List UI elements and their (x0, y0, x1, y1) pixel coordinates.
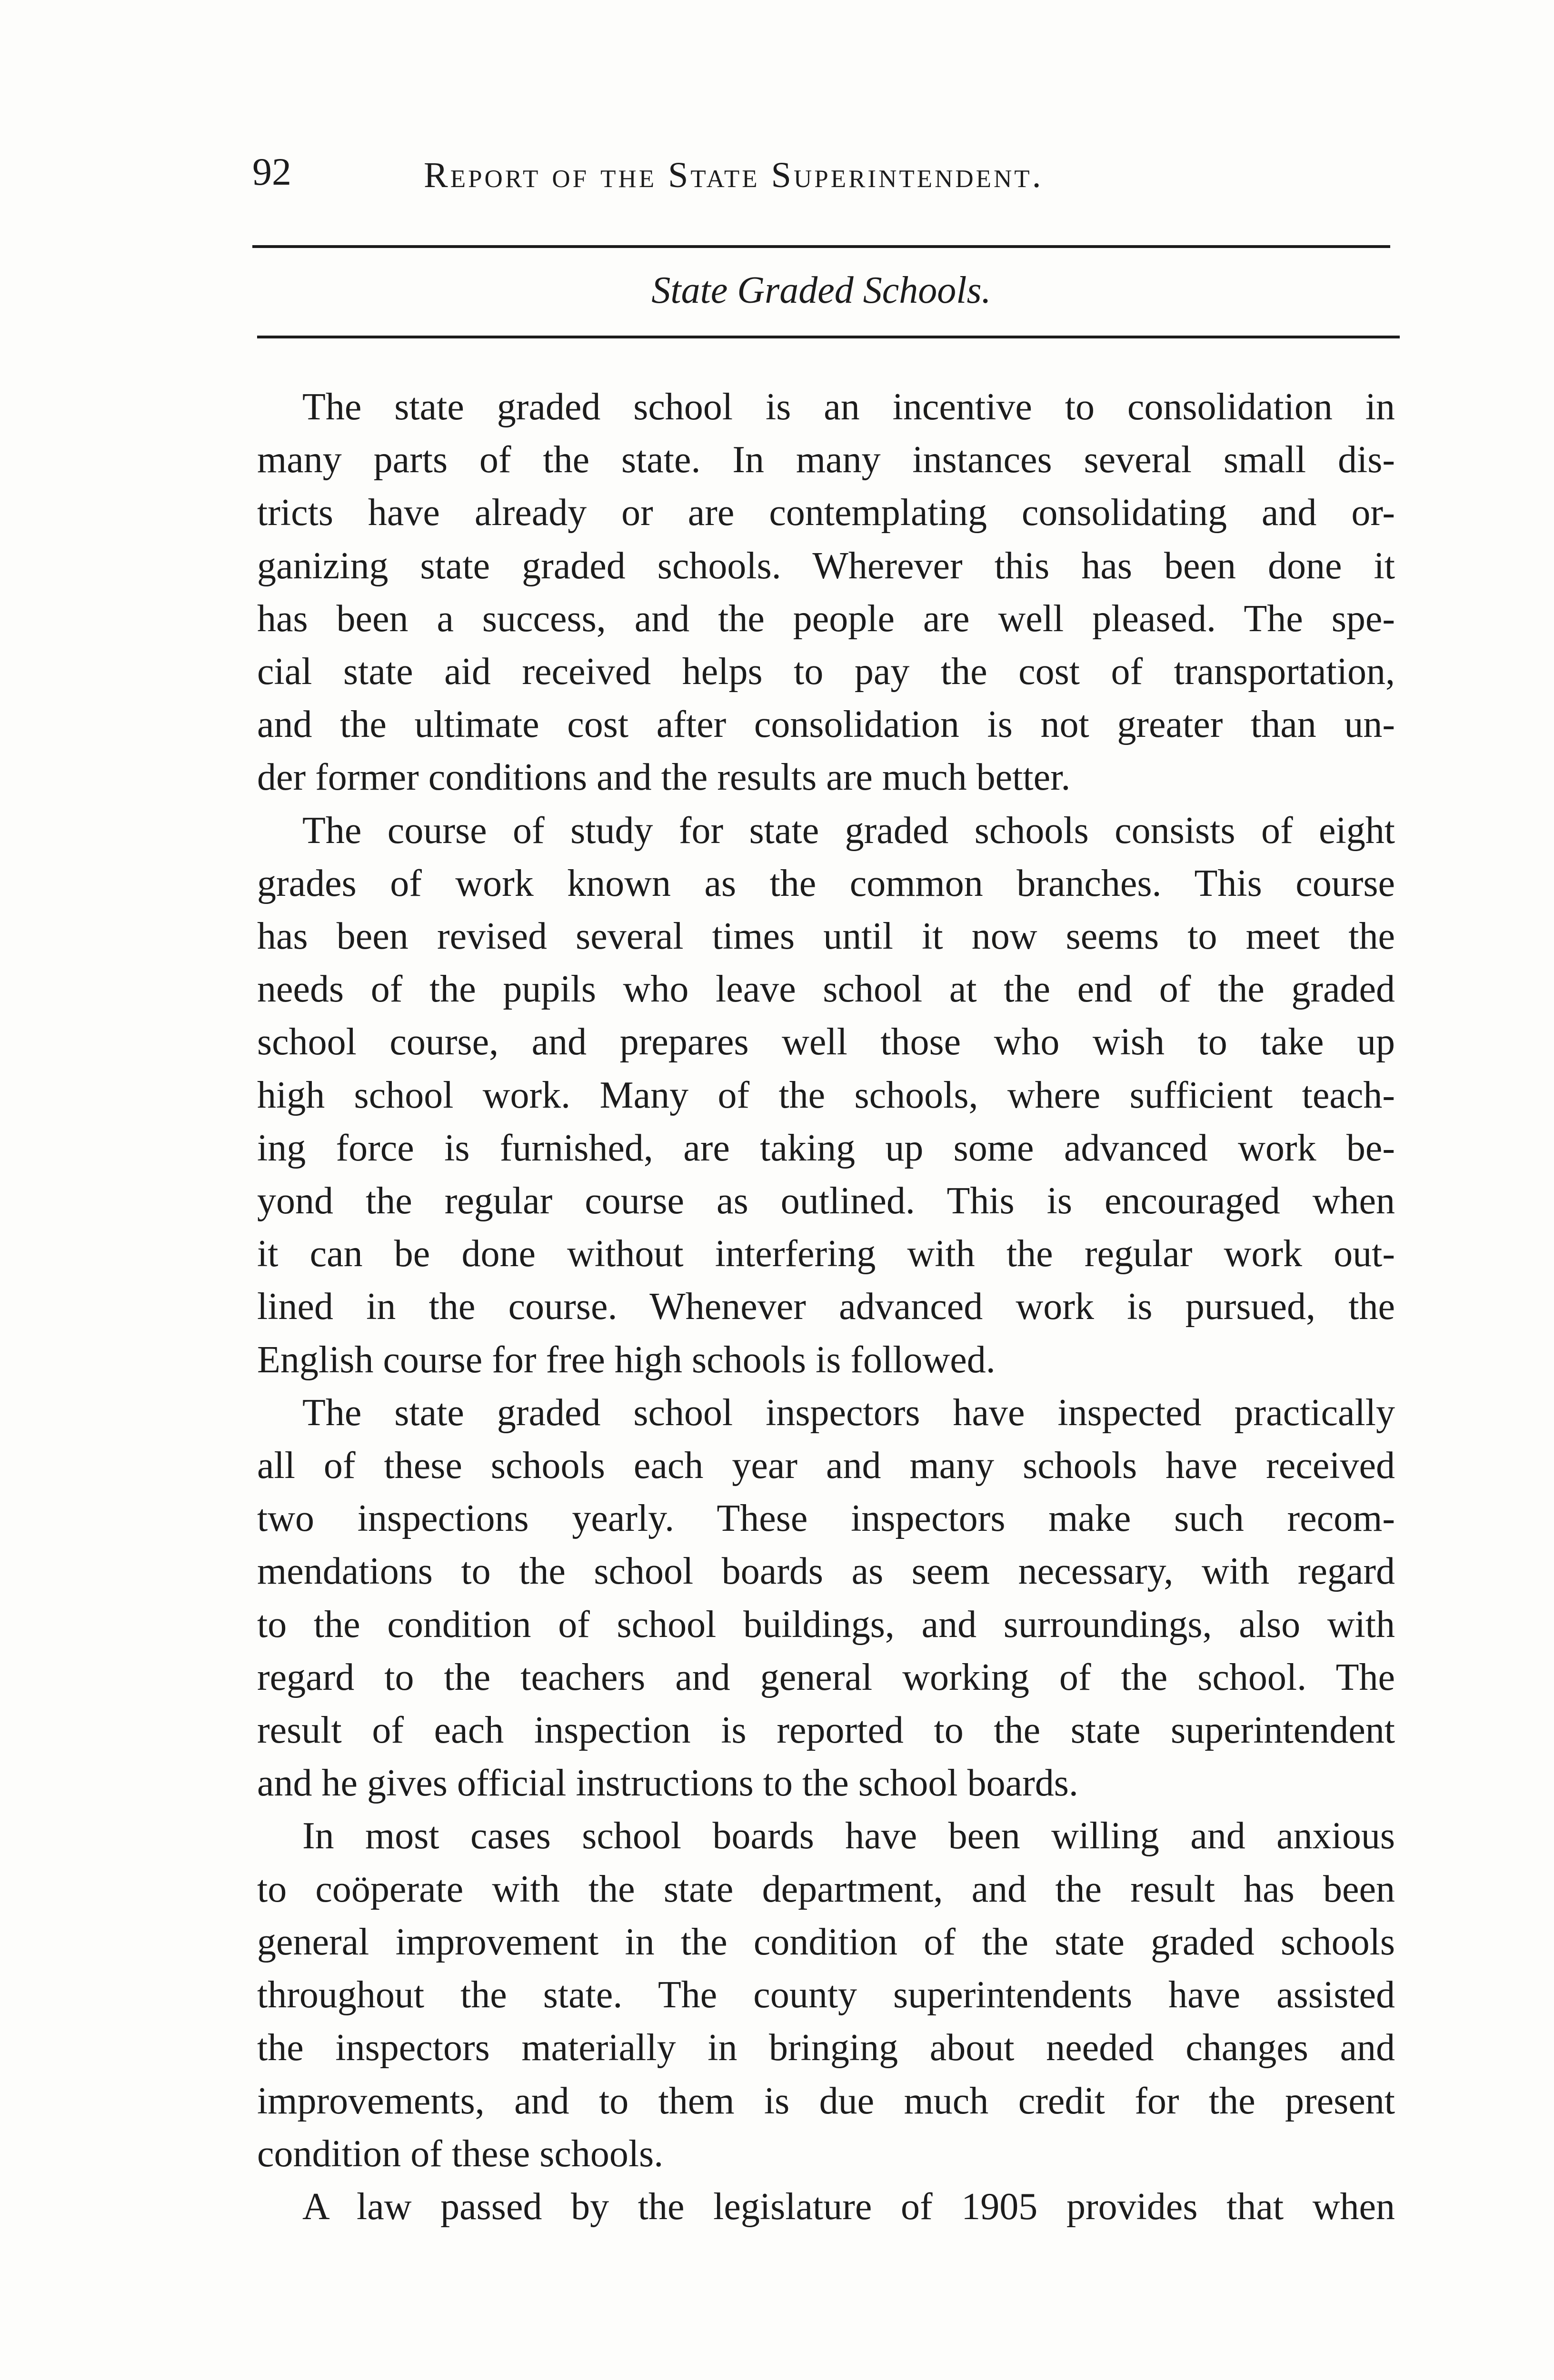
text-line: cial state aid received helps to pay the cost of transportation, (257, 651, 1395, 693)
text-line: The state graded school is an incentive to consolidation in (302, 386, 1395, 428)
text-line: needs of the pupils who leave school at the end of the graded (257, 968, 1395, 1011)
text-line: all of these schools each year and many schools have received (257, 1445, 1395, 1487)
text-line: high school work. Many of the schools, where sufficient teach- (257, 1074, 1395, 1116)
text-line: to the condition of school buildings, and surroundings, also with (257, 1603, 1395, 1646)
text-line: the inspectors materially in bringing about needed changes and (257, 2027, 1395, 2069)
text-line: school course, and prepares well those who wish to take up (257, 1021, 1395, 1063)
header-rule-top (252, 245, 1390, 248)
text-line: yond the regular course as outlined. This is encouraged when (257, 1180, 1395, 1222)
text-line: The course of study for state graded schools consists of eight (302, 809, 1395, 852)
text-line: two inspections yearly. These inspectors make such recom- (257, 1497, 1395, 1540)
text-line: condition of these schools. (257, 2132, 664, 2175)
text-line: lined in the course. Whenever advanced work is pursued, the (257, 1286, 1395, 1328)
paragraph (257, 381, 1395, 804)
text-line: tricts have already or are contemplating consolidating and or- (257, 492, 1395, 534)
text-line: general improvement in the condition of the state graded schools (257, 1921, 1395, 1963)
text-line: The state graded school inspectors have inspected practically (302, 1391, 1395, 1434)
text-line: regard to the teachers and general working of the school. The (257, 1656, 1395, 1698)
text-line: In most cases school boards have been willing and anxious (302, 1815, 1395, 1857)
header-rule-bottom (257, 336, 1400, 338)
page-number: 92 (252, 150, 291, 193)
text-line: der former conditions and the results are much better. (257, 756, 1071, 799)
text-line: A law passed by the legislature of 1905 provides that when (302, 2185, 1395, 2228)
text-line: throughout the state. The county superintendents have assisted (257, 1974, 1395, 2016)
text-line: it can be done without interfering with the regular work out- (257, 1233, 1395, 1275)
text-line: grades of work known as the common branches. This course (257, 862, 1395, 904)
text-line: to coöperate with the state department, and the result has been (257, 1868, 1395, 1910)
running-head: Report of the State Superintendent. (424, 155, 1044, 195)
text-line: improvements, and to them is due much credit for the present (257, 2080, 1395, 2122)
text-line: has been revised several times until it now seems to meet the (257, 915, 1395, 958)
text-line: ing force is furnished, are taking up some advanced work be- (257, 1127, 1395, 1169)
text-line: has been a success, and the people are well pleased. The spe- (257, 597, 1395, 640)
paragraph (257, 2181, 1395, 2233)
text-line: result of each inspection is reported to the state superintendent (257, 1709, 1395, 1752)
paragraph (257, 804, 1395, 1387)
text-line: and the ultimate cost after consolidation is not greater than un- (257, 704, 1395, 746)
paragraph (257, 1387, 1395, 1810)
text-line: many parts of the state. In many instances several small dis- (257, 439, 1395, 481)
paragraph (257, 1810, 1395, 2180)
section-title: State Graded Schools. (651, 269, 991, 311)
text-line: mendations to the school boards as seem necessary, with regard (257, 1550, 1395, 1593)
text-line: and he gives official instructions to the school boards. (257, 1762, 1078, 1805)
text-line: English course for free high schools is followed. (257, 1339, 996, 1381)
text-line: ganizing state graded schools. Wherever this has been done it (257, 545, 1395, 587)
body-text (257, 381, 1395, 2233)
